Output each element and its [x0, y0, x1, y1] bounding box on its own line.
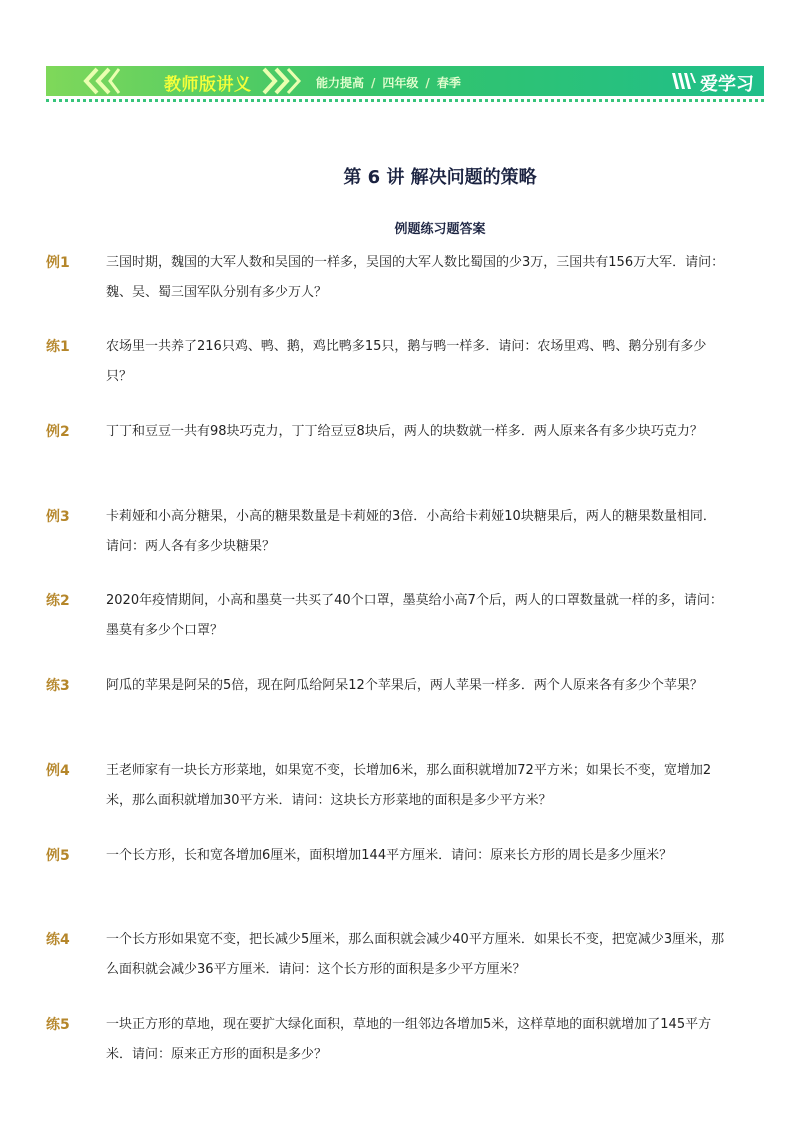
brand [670, 69, 754, 96]
problem-text: 一个长方形如果宽不变，把长减少5厘米，那么面积就会减少40平方厘米．如果长不变，把宽减少3厘米，那么面积就会减少36平方厘米．请问：这个长方形的面积是多少平方厘米？ [106, 932, 725, 977]
header-banner [46, 66, 764, 96]
problem-text: 王老师家有一块长方形菜地，如果宽不变，长增加6米，那么面积就增加72平方米；如果长不变，宽增加2米，那么面积就增加30平方米．请问：这块长方形菜地的面积是多少平方米？ [106, 763, 712, 808]
brand-name: 爱学习 [700, 74, 754, 95]
problem-label: 练1 [46, 339, 70, 355]
breadcrumb-item: 能力提高 [316, 76, 365, 90]
problem-label: 例5 [46, 848, 70, 864]
problem-text: 2020年疫情期间，小高和墨莫一共买了40个口罩，墨莫给小高7个后，两人的口罩数量就一样的多，请问：墨莫有多少个口罩？ [106, 593, 723, 638]
problem-label: 练2 [46, 593, 70, 609]
problem-label: 例2 [46, 424, 70, 440]
problem-label: 练3 [46, 678, 70, 694]
header-title: 教师版讲义 [164, 75, 252, 95]
breadcrumb-item: 春季 [436, 76, 461, 90]
problem-text: 卡莉娅和小高分糖果，小高的糖果数量是卡莉娅的3倍．小高给卡莉娅10块糖果后，两人的糖果数量相同．请问：两人各有多少块糖果？ [106, 509, 716, 554]
problem-label: 练4 [46, 932, 70, 948]
problem-label: 例4 [46, 763, 70, 779]
double-chevron-left-icon [80, 66, 120, 96]
breadcrumb-item: 四年级 [382, 76, 419, 90]
breadcrumb: 能力提高 / 四年级 / 春季 [316, 76, 461, 90]
problem-label: 练5 [46, 1017, 70, 1033]
aixuexi-logo-icon [670, 69, 696, 96]
header-divider [46, 99, 764, 102]
problem-text: 阿瓜的苹果是阿呆的5倍，现在阿瓜给阿呆12个苹果后，两人苹果一样多．两个人原来各有多少个苹果？ [106, 678, 703, 693]
lesson-title: 第 6 讲 解决问题的策略 [343, 167, 537, 188]
double-chevron-right-icon [260, 66, 302, 96]
problem-text: 一块正方形的草地，现在要扩大绿化面积，草地的一组邻边各增加5米，这样草地的面积就增加了145平方米．请问：原来正方形的面积是多少？ [106, 1017, 712, 1062]
problem-text: 农场里一共养了216只鸡、鸭、鹅，鸡比鸭多15只，鹅与鸭一样多．请问：农场里鸡、鸭、鹅分别有多少只？ [106, 339, 707, 384]
section-title: 例题练习题答案 [394, 222, 486, 237]
problem-text: 三国时期，魏国的大军人数和吴国的一样多，吴国的大军人数比蜀国的少3万，三国共有156万大军．请问：魏、吴、蜀三国军队分别有多少万人？ [106, 255, 725, 300]
problem-text: 一个长方形，长和宽各增加6厘米，面积增加144平方厘米．请问：原来长方形的周长是多少厘米？ [106, 848, 673, 863]
problem-text: 丁丁和豆豆一共有98块巧克力，丁丁给豆豆8块后，两人的块数就一样多．两人原来各有多少块巧克力？ [106, 424, 703, 439]
problem-label: 例1 [46, 255, 70, 271]
problem-label: 例3 [46, 509, 70, 525]
